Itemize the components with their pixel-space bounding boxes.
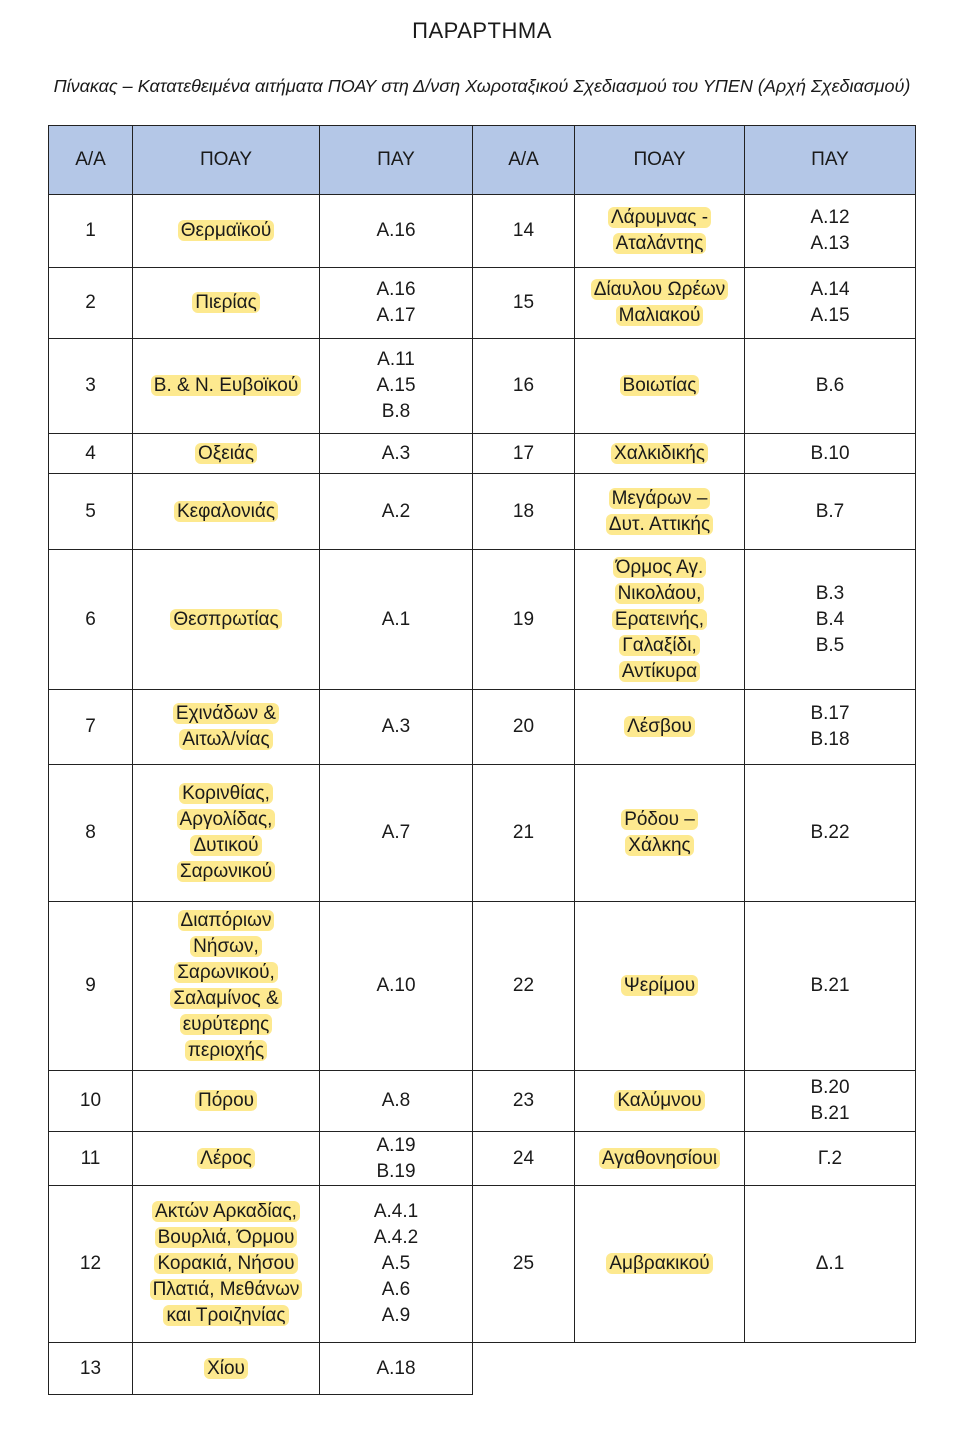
aa-cell: 2 <box>49 268 133 339</box>
empty-cell <box>473 1343 916 1395</box>
pay-cell <box>745 550 916 690</box>
poay-cell-line: Αργολίδας, <box>177 809 276 830</box>
poay-cell <box>575 434 745 474</box>
pay-cell-line: Α.9 <box>381 1305 411 1326</box>
poay-cell-line: Χίου <box>204 1358 248 1379</box>
pay-cell-line: Α.17 <box>376 305 416 326</box>
aa-cell: 11 <box>49 1132 133 1186</box>
poay-cell-line: Λέρος <box>197 1148 255 1169</box>
aa-cell: 22 <box>473 902 575 1071</box>
aa-cell: 4 <box>49 434 133 474</box>
pay-cell-line: Α.3 <box>381 716 411 737</box>
poay-cell <box>575 1071 745 1132</box>
aa-cell: 18 <box>473 474 575 550</box>
table-row <box>49 339 916 434</box>
table-row <box>49 902 916 1071</box>
poay-cell-line: Δυτ. Αττικής <box>606 514 713 535</box>
poay-cell-line: Πλατιά, Μεθάνων <box>150 1279 303 1300</box>
poay-cell-line: Ψερίμου <box>621 975 698 996</box>
pay-cell-line: Β.6 <box>815 375 845 396</box>
aa-cell: 21 <box>473 765 575 902</box>
aa-cell: 16 <box>473 339 575 434</box>
poay-cell-line: Σαλαμίνος & <box>170 988 281 1009</box>
aa-cell: 5 <box>49 474 133 550</box>
poay-cell-line: Πόρου <box>195 1090 257 1111</box>
aa-cell: 10 <box>49 1071 133 1132</box>
pay-cell-line: Α.10 <box>376 975 416 996</box>
poay-cell-line: Βοιωτίας <box>620 375 700 396</box>
pay-cell <box>320 550 473 690</box>
poay-cell-line: Αντίκυρα <box>619 661 700 682</box>
aa-cell: 15 <box>473 268 575 339</box>
header-poay-left: ΠΟΑΥ <box>133 126 320 195</box>
poay-cell <box>133 434 320 474</box>
table-row <box>49 690 916 765</box>
table-row <box>49 474 916 550</box>
aa-cell: 13 <box>49 1343 133 1395</box>
requests-table <box>48 125 916 1395</box>
poay-cell <box>133 1186 320 1343</box>
poay-cell <box>133 690 320 765</box>
table-row <box>49 1071 916 1132</box>
poay-cell-line: Ρόδου – <box>621 809 698 830</box>
pay-cell-line: Β.8 <box>381 401 411 422</box>
poay-cell-line: Θερμαϊκού <box>178 220 274 241</box>
pay-cell <box>745 1186 916 1343</box>
poay-cell-line: ευρύτερης <box>180 1014 273 1035</box>
pay-cell <box>320 690 473 765</box>
pay-cell-line: Α.18 <box>376 1357 416 1379</box>
poay-cell <box>133 195 320 268</box>
poay-cell-line: Αμβρακικού <box>606 1253 712 1274</box>
pay-cell-line: Δ.1 <box>815 1253 845 1274</box>
pay-cell <box>320 195 473 268</box>
pay-cell-line: Α.5 <box>381 1253 411 1274</box>
aa-cell: 3 <box>49 339 133 434</box>
header-aa-left: Α/Α <box>49 126 133 195</box>
pay-cell-line: Β.19 <box>376 1160 416 1182</box>
table-row <box>49 1186 916 1343</box>
aa-cell: 14 <box>473 195 575 268</box>
aa-cell: 20 <box>473 690 575 765</box>
poay-cell-line: Αιτωλ/νίας <box>179 729 272 750</box>
poay-cell-line: Νικολάου, <box>615 583 705 604</box>
poay-cell <box>575 195 745 268</box>
pay-cell <box>745 690 916 765</box>
pay-cell-line: Β.21 <box>810 975 850 996</box>
table-row <box>49 268 916 339</box>
poay-cell <box>133 550 320 690</box>
pay-cell <box>745 434 916 474</box>
pay-cell-line: Β.5 <box>815 634 845 656</box>
poay-cell-line: Αταλάντης <box>613 233 707 254</box>
poay-cell <box>133 1071 320 1132</box>
poay-cell-line: Β. & Ν. Ευβοϊκού <box>151 375 301 396</box>
table-row <box>49 1343 916 1395</box>
pay-cell <box>745 195 916 268</box>
pay-cell-line: Α.4.1 <box>373 1201 419 1222</box>
table-row <box>49 1132 916 1186</box>
pay-cell <box>320 765 473 902</box>
table-caption: Πίνακας – Κατατεθειμένα αιτήματα ΠΟΑΥ στη Δ/νση Χωροταξικού Σχεδιασμού του ΥΠΕΝ (Αρχή Σχεδιασμού) <box>53 76 911 96</box>
poay-cell <box>575 474 745 550</box>
poay-cell <box>133 1343 320 1395</box>
poay-cell-line: Εχινάδων & <box>173 703 279 724</box>
poay-cell-line: Πιερίας <box>192 292 260 313</box>
aa-cell: 6 <box>49 550 133 690</box>
page-title: ΠΑΡΑΡΤΗΜΑ <box>412 18 552 43</box>
poay-cell-line: και Τροιζηνίας <box>163 1305 288 1326</box>
pay-cell-line: Α.14 <box>810 279 850 300</box>
header-pay-right: ΠΑΥ <box>745 126 916 195</box>
poay-cell-line: Κορακιά, Νήσου <box>154 1253 297 1274</box>
poay-cell <box>133 765 320 902</box>
poay-cell-line: Ακτών Αρκαδίας, <box>152 1201 300 1222</box>
poay-cell <box>133 1132 320 1186</box>
pay-cell <box>320 1186 473 1343</box>
table-row <box>49 550 916 690</box>
poay-cell-line: Μεγάρων – <box>609 488 711 509</box>
pay-cell-line: Β.17 <box>810 703 850 724</box>
aa-cell: 8 <box>49 765 133 902</box>
pay-cell-line: Β.7 <box>815 500 845 522</box>
pay-cell-line: Α.3 <box>381 442 411 464</box>
table-row <box>49 195 916 268</box>
pay-cell-line: Α.2 <box>381 500 411 522</box>
poay-cell <box>575 690 745 765</box>
poay-cell-line: Νήσων, <box>190 936 262 957</box>
pay-cell <box>320 1132 473 1186</box>
pay-cell <box>320 474 473 550</box>
header-poay-right: ΠΟΑΥ <box>575 126 745 195</box>
poay-cell-line: Όρμος Αγ. <box>613 557 707 578</box>
pay-cell <box>320 434 473 474</box>
pay-cell <box>320 339 473 434</box>
poay-cell-line: Βουρλιά, Όρμου <box>155 1227 298 1248</box>
pay-cell-line: Α.4.2 <box>373 1227 419 1248</box>
poay-cell <box>575 1132 745 1186</box>
poay-cell-line: Λάρυμνας - <box>608 207 711 228</box>
pay-cell-line: Α.13 <box>810 233 850 254</box>
aa-cell: 23 <box>473 1071 575 1132</box>
pay-cell-line: Α.1 <box>381 608 411 630</box>
poay-cell <box>133 902 320 1071</box>
poay-cell-line: Μαλιακού <box>616 305 704 326</box>
poay-cell-line: Δίαυλου Ωρέων <box>591 279 729 300</box>
poay-cell <box>133 474 320 550</box>
poay-cell-line: Λέσβου <box>624 716 695 737</box>
header-pay-left: ΠΑΥ <box>320 126 473 195</box>
pay-cell-line: Β.10 <box>810 442 850 464</box>
poay-cell-line: Γαλαξίδι, <box>619 635 699 656</box>
poay-cell <box>575 550 745 690</box>
pay-cell <box>320 268 473 339</box>
pay-cell-line: Α.16 <box>376 220 416 241</box>
poay-cell <box>575 1186 745 1343</box>
pay-cell-line: Β.20 <box>810 1077 850 1098</box>
poay-cell-line: Σαρωνικού, <box>174 962 278 983</box>
pay-cell <box>745 1071 916 1132</box>
aa-cell: 19 <box>473 550 575 690</box>
poay-cell-line: Κεφαλονιάς <box>174 501 278 522</box>
poay-cell-line: Σαρωνικού <box>177 861 275 882</box>
poay-cell-line: Θεσπρωτίας <box>170 609 281 630</box>
pay-cell <box>745 765 916 902</box>
aa-cell: 12 <box>49 1186 133 1343</box>
pay-cell-line: Α.16 <box>376 279 416 300</box>
aa-cell: 17 <box>473 434 575 474</box>
pay-cell-line: Α.19 <box>376 1134 416 1156</box>
pay-cell-line: Α.8 <box>381 1090 411 1111</box>
pay-cell-line: Α.15 <box>376 375 416 396</box>
pay-cell-line: Α.11 <box>377 349 415 370</box>
pay-cell-line: Β.22 <box>810 822 850 843</box>
pay-cell-line: Α.15 <box>810 305 850 326</box>
poay-cell <box>133 268 320 339</box>
poay-cell-line: Διαπόριων <box>178 910 275 931</box>
poay-cell-line: Κορινθίας, <box>179 783 273 804</box>
pay-cell <box>320 902 473 1071</box>
pay-cell-line: Γ.2 <box>817 1147 843 1169</box>
pay-cell <box>745 902 916 1071</box>
poay-cell-line: περιοχής <box>185 1040 267 1061</box>
pay-cell <box>320 1343 473 1395</box>
pay-cell-line: Β.18 <box>810 729 850 750</box>
poay-cell-line: Καλύμνου <box>614 1090 704 1111</box>
poay-cell <box>575 339 745 434</box>
pay-cell-line: Α.7 <box>381 822 411 843</box>
table-header-row <box>49 126 916 195</box>
pay-cell <box>745 1132 916 1186</box>
poay-cell-line: Οξειάς <box>195 443 257 464</box>
pay-cell-line: Β.3 <box>815 582 845 604</box>
poay-cell-line: Ερατεινής, <box>612 609 707 630</box>
pay-cell <box>745 268 916 339</box>
pay-cell <box>320 1071 473 1132</box>
pay-cell-line: Β.4 <box>815 608 845 630</box>
pay-cell-line: Α.12 <box>810 207 850 228</box>
poay-cell-line: Δυτικού <box>190 835 261 856</box>
aa-cell: 9 <box>49 902 133 1071</box>
poay-cell-line: Αγαθονησίουι <box>599 1148 720 1169</box>
pay-cell <box>745 339 916 434</box>
pay-cell-line: Β.21 <box>810 1103 850 1124</box>
poay-cell <box>575 902 745 1071</box>
table-row <box>49 765 916 902</box>
aa-cell: 1 <box>49 195 133 268</box>
poay-cell <box>575 268 745 339</box>
aa-cell: 24 <box>473 1132 575 1186</box>
poay-cell-line: Χάλκης <box>625 835 693 856</box>
header-aa-right: Α/Α <box>473 126 575 195</box>
pay-cell <box>745 474 916 550</box>
aa-cell: 7 <box>49 690 133 765</box>
table-row <box>49 434 916 474</box>
pay-cell-line: Α.6 <box>381 1279 411 1300</box>
poay-cell <box>575 765 745 902</box>
poay-cell-line: Χαλκιδικής <box>611 443 708 464</box>
poay-cell <box>133 339 320 434</box>
aa-cell: 25 <box>473 1186 575 1343</box>
